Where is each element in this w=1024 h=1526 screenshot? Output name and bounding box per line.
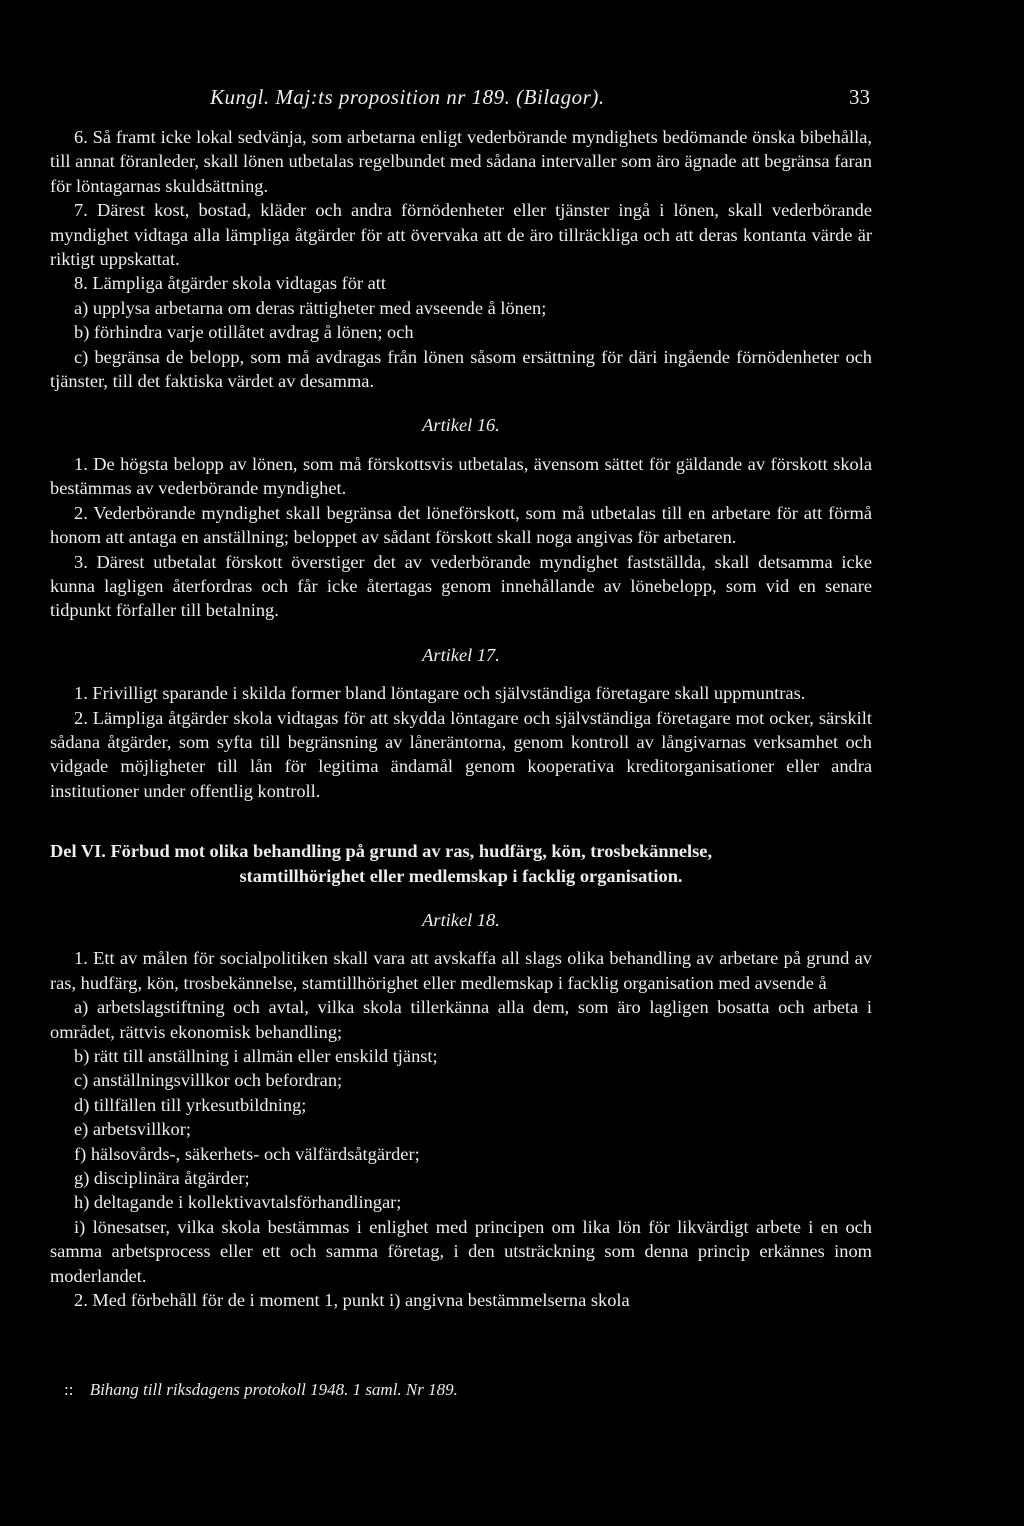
paragraph: 2. Vederbörande myndighet skall begränsa det löneförskott, som må utbetalas till en arbetare för att förmå honom att antaga en anställning; beloppet av sådant förskott skall noga angivas för arbetaren. [50,502,872,548]
list-item: g) disciplinära åtgärder; [74,1168,250,1189]
page-header [50,85,870,115]
list-item: h) deltagande i kollektivavtalsförhandlingar; [74,1192,402,1213]
list-item: e) arbetsvillkor; [74,1119,191,1140]
paragraph: 2. Med förbehåll för de i moment 1, punkt i) angivna bestämmelserna skola [74,1290,630,1311]
paragraph: 7. Därest kost, bostad, kläder och andra förnödenheter eller tjänster ingå i lönen, skall vederbörande myndighet vidtaga alla lämpliga åtgärder för att övervaka att de äro tillräckliga och att deras kontanta värde är riktigt uppskattat. [50,200,872,270]
article-heading: Artikel 16. [422,415,500,436]
part-heading: Del VI. Förbud mot olika behandling på grund av ras, hudfärg, kön, trosbekännelse, [50,841,713,862]
article-heading: Artikel 17. [422,644,500,665]
list-item: d) tillfällen till yrkesutbildning; [74,1094,307,1115]
article-heading: Artikel 18. [422,909,500,930]
part-heading-line: stamtillhörighet eller medlemskap i facklig organisation. [239,865,683,886]
list-item: c) begränsa de belopp, som må avdragas från lönen såsom ersättning för däri ingående förnödenheter och tjänster, till det faktiska värdet av desamma. [50,346,872,392]
list-item: b) förhindra varje otillåtet avdrag å lönen; och [74,322,414,343]
paragraph: 2. Lämpliga åtgärder skola vidtagas för att skydda löntagare och självständiga företagare mot ocker, särskilt sådana åtgärder, som syfta till begränsning av låneräntorna, genom kontroll av långivarnas verksamhet och vidgade möjligheter till lån för legitima ändamål genom kooperativa kreditorganisationer eller andra institutioner under offentlig kontroll. [50,707,872,801]
list-item: a) arbetslagstiftning och avtal, vilka skola tillerkänna alla dem, som äro lagligen bosatta och arbeta i området, rättvis ekonomisk behandling; [50,997,872,1042]
list-item: a) upplysa arbetarna om deras rättigheter med avseende å lönen; [74,297,547,318]
page-footer [64,1380,458,1400]
page-number: 33 [849,85,870,109]
footer-mark: :: [64,1380,74,1399]
paragraph: 6. Så framt icke lokal sedvänja, som arbetarna enligt vederbörande myndighets bedömande önska bibehålla, till annat föranleder, skall lönen utbetalas regelbundet med sådana intervaller som äro ägnade att begränsa faran för löntagarnas skuldsättning. [50,127,872,196]
list-item: i) lönesatser, vilka skola bestämmas i enlighet med principen om lika lön för likvärdigt arbete i en och samma arbetsprocess eller ett och samma företag, i den utsträckning som denna princip erkännes inom moderlandet. [50,1216,872,1286]
paragraph: 1. Ett av målen för socialpolitiken skall vara att avskaffa all slags olika behandling av arbetare på grund av ras, hudfärg, kön, trosbekännelse, stamtillhörighet eller medlemskap i facklig organisation med avsende å [50,948,872,993]
document-body [50,125,872,1312]
running-title: Kungl. Maj:ts proposition nr 189. (Bilagor). [210,85,605,109]
paragraph: 3. Därest utbetalat förskott överstiger det av vederbörande myndighet fastställda, skall detsamma icke kunna lagligen återfordras och får icke återtagas genom innehållande av lönebelopp, som vid en senare tidpunkt förfaller till betalning. [50,551,872,621]
list-item: b) rätt till anställning i allmän eller enskild tjänst; [74,1046,438,1066]
paragraph: 8. Lämpliga åtgärder skola vidtagas för att [74,273,387,294]
list-item: c) anställningsvillkor och befordran; [74,1070,343,1091]
paragraph: 1. Frivilligt sparande i skilda former bland löntagare och självständiga företagare skall uppmuntras. [74,683,806,704]
footer-text: Bihang till riksdagens protokoll 1948. 1 saml. Nr 189. [89,1380,458,1399]
list-item: f) hälsovårds-, säkerhets- och välfärdsåtgärder; [74,1143,420,1164]
paragraph: 1. De högsta belopp av lönen, som må förskottsvis utbetalas, ävensom sättet för gäldande av förskott skola bestämmas av vederbörande myndighet. [50,453,872,499]
